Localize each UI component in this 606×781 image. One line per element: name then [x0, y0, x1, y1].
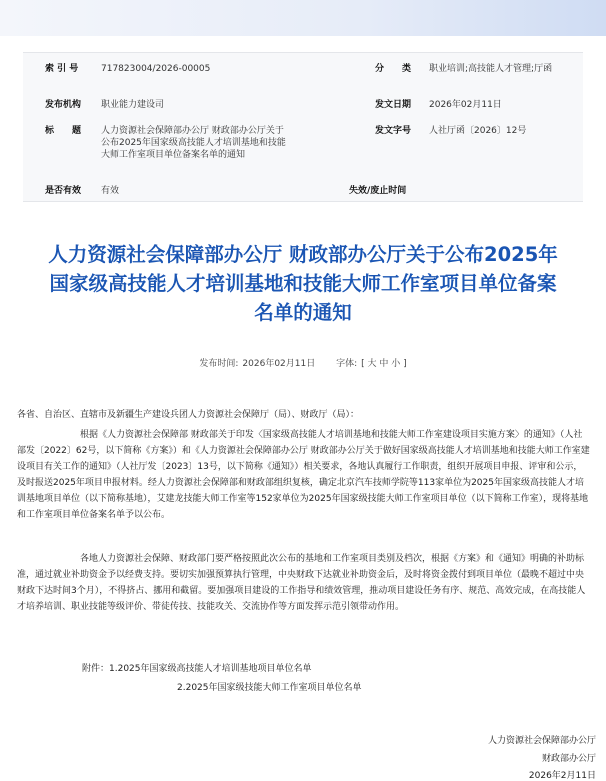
publish-time-value: 2026年02月11日	[242, 359, 316, 369]
page-title	[0, 240, 606, 327]
category-label: 分 类	[375, 64, 412, 74]
issuer-label: 发布机构	[45, 100, 82, 110]
signature-org-1: 人力资源社会保障部办公厅	[487, 736, 596, 746]
paragraph-2-text: 各地人力资源社会保障、财政部门要严格按照此次公布的基地和工作室项目类别及档次，根据《方案》和《通知》明确的补助标准，通过就业补助资金予以经费支持。要切实加强预算执行管理，中央财政下达就业补助资金后，及时将资金拨付到项目单位（最晚不超过中央财政下达时间3个月），不得挤占、挪用和截留。要加强项目建设的工作指导和绩效管理，推动项目建设任务有序、规范、高效完成，在高技能人才培养培训、职业技能等级评价、带徒传技、技能攻关、交流协作等方面发挥示范引领带动作用。	[17, 554, 586, 612]
signature-org-2: 财政部办公厅	[541, 754, 596, 764]
publish-time	[199, 359, 315, 369]
title-line-1: 人力资源社会保障部办公厅 财政部办公厅关于公布2025年	[48, 243, 558, 266]
title-value: 人力资源社会保障部办公厅 财政部办公厅关于公布2025年国家级高技能人才培训基地和技能大师工作室项目单位备案名单的通知	[101, 126, 286, 160]
date-label: 发文日期	[375, 100, 412, 110]
category-value: 职业培训;高技能人才管理;厅函	[429, 64, 553, 74]
document-metadata-table	[23, 52, 583, 202]
attachment-item-2	[177, 680, 362, 693]
expiry-label: 失效/废止时间	[349, 186, 407, 196]
index-value: 717823004/2026-00005	[101, 64, 211, 74]
attachment-label: 附件：	[82, 664, 110, 674]
attachment-link-2[interactable]: 2.2025年国家级技能大师工作室项目单位名单	[177, 683, 362, 693]
salutation	[17, 407, 591, 423]
body-paragraph-1	[17, 427, 591, 523]
attachment-list	[82, 661, 312, 674]
doc-number-label: 发文字号	[375, 126, 412, 136]
paragraph-1-text: 根据《人力资源社会保障部 财政部关于印发〈国家级高技能人才培训基地和技能大师工作室建设项目实施方案〉的通知》（人社部发〔2022〕62号，以下简称《方案》）和《人力资源社会保障部办公厅 财政部办公厅关于做好国家级高技能人才培训基地和技能大师工作室建设项目有关工作的通知》（人社厅发〔2023〕13号，以下简称《通知》）相关要求，各地认真履行工作职责，组织开展项目申报、评审和公示，及时报送2025年项目申报材料。经人力资源社会保障部和财政部组织复核，确定北京汽车技师学院等113家单位为2025年国家级高技能人才培训基地项目单位（以下简称基地），艾建龙技能大师工作室等152家单位为2025年国家级技能大师工作室项目单位（以下简称工作室），现将基地和工作室项目单位备案名单予以公布。	[17, 430, 590, 520]
attachment-link-1[interactable]: 1.2025年国家级高技能人才培训基地项目单位名单	[109, 664, 312, 674]
title-line-2: 国家级高技能人才培训基地和技能大师工作室项目单位备案	[49, 272, 557, 295]
publish-info	[0, 356, 606, 369]
validity-label: 是否有效	[45, 186, 82, 196]
font-size-label: 字体:	[336, 359, 358, 369]
top-banner	[0, 0, 606, 36]
font-size-control	[330, 359, 407, 369]
doc-number-value: 人社厅函〔2026〕12号	[429, 126, 527, 136]
issuer-value: 职业能力建设司	[101, 100, 165, 110]
validity-value: 有效	[101, 186, 120, 196]
font-size-options[interactable]: [ 大 中 小 ]	[361, 359, 407, 369]
salutation-text: 各省、自治区、直辖市及新疆生产建设兵团人力资源社会保障厅（局）、财政厅（局）：	[17, 410, 360, 420]
publish-time-label: 发布时间:	[199, 359, 239, 369]
date-value: 2026年02月11日	[429, 100, 502, 110]
body-paragraph-2	[17, 551, 591, 615]
title-line-3: 名单的通知	[254, 301, 352, 324]
title-label: 标 题	[45, 126, 82, 136]
signature-date: 2026年2月11日	[528, 771, 596, 781]
index-label: 索 引 号	[45, 64, 79, 74]
